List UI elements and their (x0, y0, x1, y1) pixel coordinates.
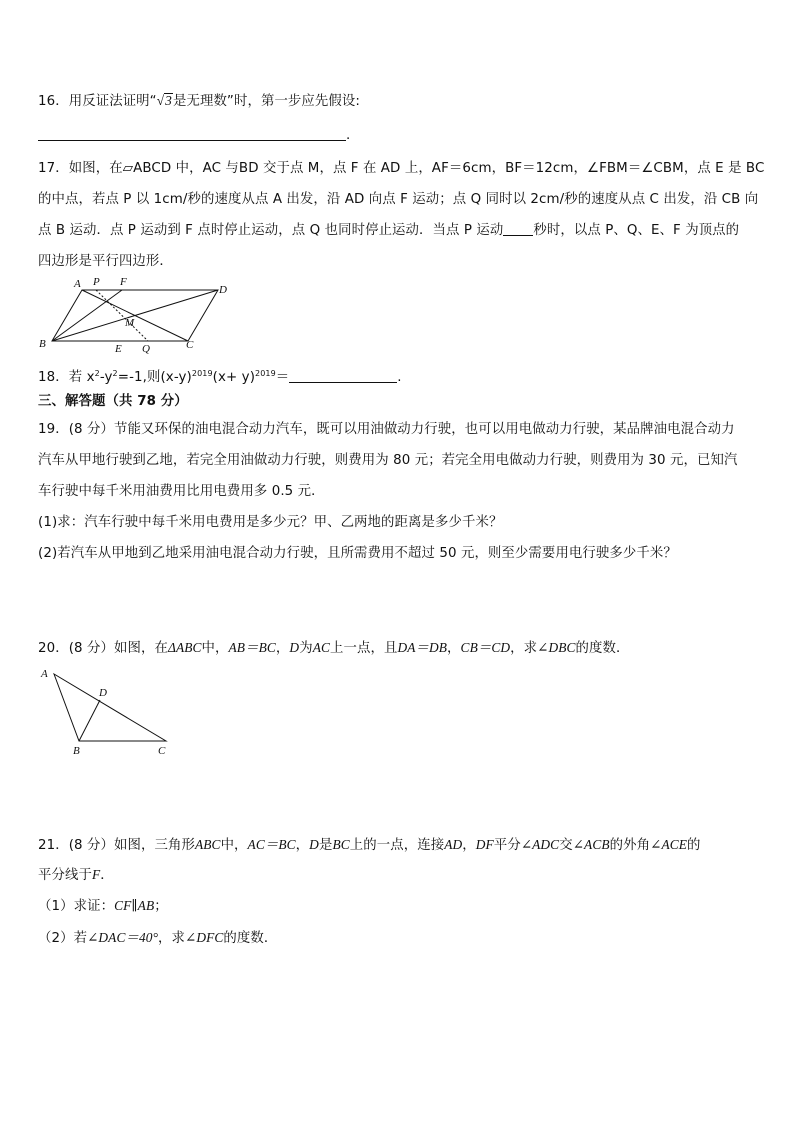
q17-line4: 四边形是平行四边形． (38, 254, 173, 269)
label-E: E (115, 343, 122, 354)
triangle-abc (54, 674, 166, 741)
segment-bf (52, 290, 122, 341)
q19-line1: 19．(8 分）节能又环保的油电混合动力汽车，既可以用油做动力行驶，也可以用电做动力行驶，某品牌油电混合动力 (38, 422, 735, 437)
label-D: D (99, 687, 107, 699)
q16-answer-line: . (38, 128, 350, 143)
q20-text: 20．(8 分）如图，在ΔABC中，AB＝BC，D为AC上一点，且DA＝DB，CB＝CD，求∠DBC的度数． (38, 640, 630, 656)
triangle-figure-q20 (36, 662, 176, 758)
diagonal-bd (52, 290, 218, 341)
q21-line1: 21．(8 分）如图，三角形ABC中，AC＝BC，D是BC上的一点，连接AD，DF平分∠ADC交∠ACB的外角∠ACE的 (38, 837, 701, 853)
label-A: A (74, 278, 81, 290)
q21-part1: （1）求证：CF∥AB； (38, 898, 168, 914)
q19-part1: (1)求：汽车行驶中每千米用电费用是多少元？甲、乙两地的距离是多少千米？ (38, 515, 503, 530)
section-title: 三、解答题（共 78 分） (38, 394, 188, 409)
label-P: P (93, 276, 100, 288)
label-C: C (158, 745, 166, 757)
label-D: D (219, 284, 227, 296)
answer-blank (503, 223, 533, 236)
q18-text: 18．若 $x^2-y^2=-1$,则$(x-y)^{2019}(x+ y)^{2019}=$ . (38, 369, 402, 385)
answer-blank (38, 128, 346, 141)
q21-line2: 平分线于F． (38, 867, 114, 883)
label-A: A (41, 668, 48, 680)
label-Q: Q (142, 343, 150, 354)
answer-blank (289, 370, 397, 383)
q21-part2: （2）若∠DAC＝40°，求∠DFC的度数． (38, 930, 278, 946)
sqrt-symbol: √3 (156, 93, 172, 108)
segment-bd (79, 700, 100, 741)
label-C: C (186, 339, 194, 351)
q16-text: 16．用反证法证明“√3是无理数”时，第一步应先假设: (38, 93, 360, 109)
q19-line2: 汽车从甲地行驶到乙地，若完全用油做动力行驶，则费用为 80 元；若完全用电做动力行驶，则费用为 30 元，已知汽 (38, 453, 738, 468)
q17-line3: 点 B 运动．点 P 运动到 F 点时停止运动，点 Q 也同时停止运动．当点 P 运动 秒时，以点 P、Q、E、F 为顶点的 (38, 223, 740, 238)
label-B: B (39, 338, 46, 350)
q17-line2: 的中点，若点 P 以 1cm/秒的速度从点 A 出发，沿 AD 向点 F 运动；点 Q 同时以 2cm/秒的速度从点 C 出发，沿 CB 向 (38, 192, 759, 207)
label-F: F (120, 276, 127, 288)
q19-part2: (2)若汽车从甲地到乙地采用油电混合动力行驶，且所需费用不超过 50 元，则至少需要用电行驶多少千米？ (38, 546, 677, 561)
q17-line1: 17．如图，在▱ABCD 中，AC 与BD 交于点 M，点 F 在 AD 上，AF＝6cm，BF＝12cm，∠FBM＝∠CBM，点 E 是 BC (38, 161, 765, 176)
q19-line3: 车行驶中每千米用油费用比用电费用多 0.5 元． (38, 484, 325, 499)
label-B: B (73, 745, 80, 757)
segment-pq (96, 290, 148, 341)
label-M: M (125, 317, 135, 329)
parallelogram-figure (36, 272, 236, 354)
